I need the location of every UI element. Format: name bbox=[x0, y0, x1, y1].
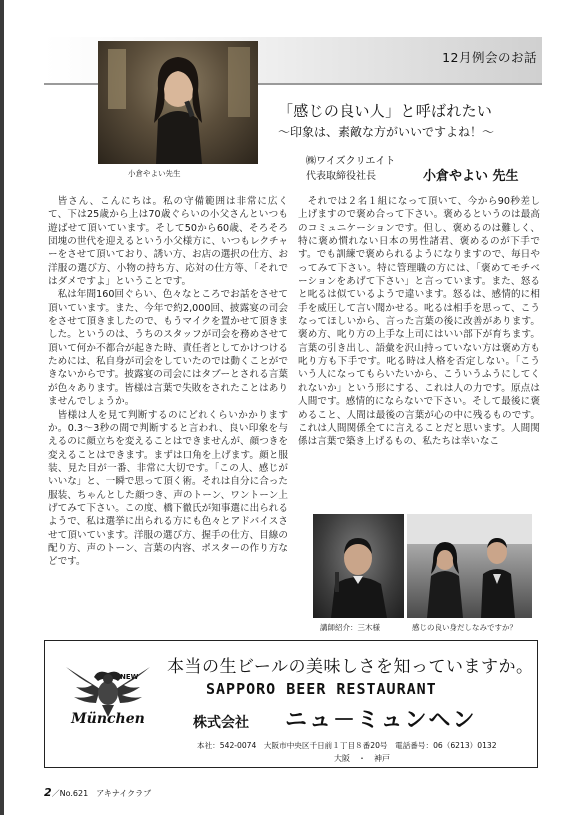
photo-caption-attire: 感じの良い身だしなみですか？ bbox=[412, 623, 517, 632]
ad-cities: 大阪 ・ 神戸 bbox=[334, 754, 390, 763]
ad-address: 本社：542-0074 大阪市中央区千日前１丁目８番20号 電話番号：06（6213）0132 bbox=[197, 741, 497, 750]
section-title: 12月例会のお話 bbox=[442, 50, 537, 65]
speaker-role: 代表取締役社長 bbox=[306, 171, 376, 182]
issue-label: ／No.621 アキナイクラブ bbox=[51, 789, 152, 798]
article-subtitle: 〜印象は、素敵な方がいいですよね！〜 bbox=[278, 125, 495, 139]
photo-caption-introducer: 講師紹介：三木様 bbox=[320, 623, 380, 632]
page-number: 2 bbox=[44, 786, 52, 799]
speaker-company: ㈱ワイズクリエイト bbox=[306, 156, 396, 167]
photo-introducer bbox=[313, 514, 404, 618]
body-column-left bbox=[48, 195, 288, 640]
article-title: 「感じの良い人」と呼ばれたい bbox=[278, 102, 493, 120]
speaker-photo bbox=[98, 41, 258, 164]
photo-caption: 小倉やよい先生 bbox=[128, 169, 181, 178]
ad-headline: 本当の生ビールの美味しさを知っていますか。 bbox=[167, 657, 534, 677]
paragraph: 皆さん、こんにちは。私の守備範囲は非常に広くて、下は25歳から上は70歳ぐらいの小父さんといつも遊ばせて頂いています。そして50から60歳、そろそろ団塊の世代を迎えるという小父様方に、いつもレクチャーをさせて頂いており、誘い方、お店の選択の仕方、お洋服の選び方、小物の持ち方、応対の仕方等、「それではダメですよ」ということです。 bbox=[48, 196, 288, 288]
body-column-right bbox=[298, 195, 540, 508]
left-edge-bar bbox=[0, 0, 4, 815]
new-munchen-eagle-logo bbox=[58, 659, 158, 737]
photo-attire bbox=[407, 514, 532, 618]
logo-new-text: NEW bbox=[120, 673, 139, 681]
speaker-name: 小倉やよい 先生 bbox=[423, 169, 519, 184]
paragraph: それでは２名１組になって頂いて、今から90秒差し上げますので褒め合って下さい。褒めるというのは最高のコミュニケーションです。但し、褒めるのは難しく、特に褒め慣れない日本の男性諸君、褒めるのが下手です。でも訓練で褒められるようになりますので、毎日やってみて下さい。特に管理職の方には、「褒めてモチベーションをあげて下さい」と言っています。また、怒ると叱るは似ているようで違います。怒るは、感情的に相手を威圧して言い聞かせる。叱るは相手を思って、こうなってほしいから、言った言葉の後に改善があります。褒め方、叱り方の上手な上司にはいい部下が育ちます。言葉の引き出し、語彙を沢山持っていない方は褒め方も叱り方も下手です。叱る時は人格を否定しない。「こういう人になってもらいたいから、こういうふうにしてくれないか」という形にする、これは人の力です。原点は人間です。感情的にならないで下さい。そして最後に褒めること、人間は最後の言葉が心の中に残るものです。これは人間関係全てに言えることだと思います。人間関係は言葉で築き上げるもの、私たちは幸いなこ bbox=[298, 196, 540, 448]
page-footer bbox=[44, 786, 151, 799]
ad-company-prefix: 株式会社 bbox=[193, 715, 249, 731]
ad-brand-name: ニュ－ミュンヘン bbox=[285, 707, 477, 733]
logo-script-text: München bbox=[71, 711, 145, 727]
paragraph: 私は年間160回ぐらい、色々なところでお話をさせて頂いています。また、今年で約2,000回、披露宴の司会をさせて頂きましたので、もうマイクを置かせて頂きました。というのは、うちのスタッフが司会を務めさせて頂いて何か不都合が起きた時、責任者としてかけつけるためには、私自身が司会をしていたのでは動くことができないからです。披露宴の司会にはタブーとされる言葉が色々あります。皆様は言葉で失敗をされたことはありませんでしょうか。 bbox=[48, 289, 288, 408]
paragraph: 皆様は人を見て判断するのにどれくらいかかりますか。0.3〜3秒の間で判断すると言われ、良い印象を与えるのに顔立ちを変えることはできませんが、顔つきを変えることはできます。まずは口角を上げます。顔と服装、見た目が一番、非常に大切です。「この人、感じがいいな」と、一瞬で思って頂く術。それは自分に合った服装、ちゃんとした顔つき、声のトーン、ワントーン上げてみて下さい。この度、橋下徹氏が知事選に出られるようで、私は選挙に出られる方にも色々とアドバイスさせて頂いています。洋服の選び方、握手の仕方、目線の配り方、声のトーン、言葉の内容、ポスターの作り方などです。 bbox=[48, 409, 288, 568]
ad-restaurant-en: SAPPORO BEER RESTAURANT bbox=[206, 680, 437, 698]
